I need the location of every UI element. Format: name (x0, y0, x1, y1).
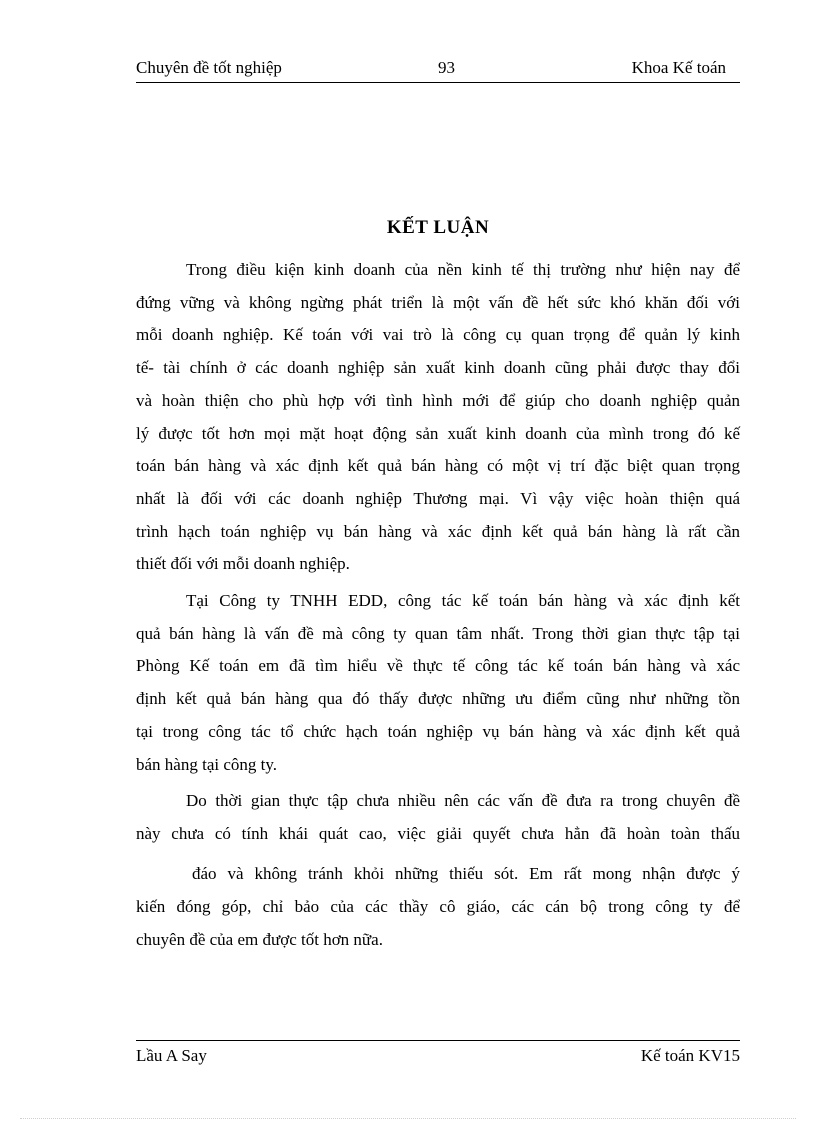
text-line: mỗi doanh nghiệp. Kế toán với vai trò là công cụ quan trọng để quản lý kinh (136, 325, 740, 345)
text-line: lý được tốt hơn mọi mặt hoạt động sản xuất kinh doanh của mình trong đó kế (136, 423, 740, 443)
text-line: này chưa có tính khái quát cao, việc giải quyết chưa hẳn đã hoàn toàn thấu (136, 823, 740, 843)
text-line: tế- tài chính ở các doanh nghiệp sản xuất kinh doanh cũng phải được thay đổi (136, 358, 740, 378)
text-line: định kết quả bán hàng qua đó thấy được những ưu điểm cũng như những tồn (136, 689, 740, 709)
footer-class: Kế toán KV15 (640, 1046, 740, 1065)
text-line: Phòng Kế toán em đã tìm hiểu về thực tế công tác kế toán bán hàng và xác (136, 656, 740, 676)
header-document-type: Chuyên đề tốt nghiệp (136, 58, 282, 77)
text-line: đáo và không tránh khỏi những thiếu sót. Em rất mong nhận được ý (192, 864, 740, 884)
text-line: nhất là đối với các doanh nghiệp Thương mại. Vì vậy việc hoàn thiện quá (136, 488, 740, 508)
text-line: bán hàng tại công ty. (136, 754, 277, 774)
paragraph-3 (136, 785, 740, 957)
paragraph-1 (136, 254, 740, 581)
text-line: và hoàn thiện cho phù hợp với tình hình mới để giúp cho doanh nghiệp quản (136, 390, 740, 410)
header-department: Khoa Kế toán (631, 58, 726, 77)
page-bottom-edge (20, 1118, 796, 1119)
text-line: thiết đối với mỗi doanh nghiệp. (136, 554, 350, 574)
text-line: quả bán hàng là vấn đề mà công ty quan tâm nhất. Trong thời gian thực tập tại (136, 623, 740, 643)
text-line: Do thời gian thực tập chưa nhiều nên các vấn đề đưa ra trong chuyên đề (186, 791, 740, 810)
paragraph-2 (136, 585, 740, 781)
text-line: chuyên đề của em được tốt hơn nữa. (136, 929, 383, 949)
section-title: KẾT LUẬN (386, 217, 490, 238)
text-line: đứng vững và không ngừng phát triển là một vấn đề hết sức khó khăn đối với (136, 292, 740, 312)
page-header (136, 58, 740, 83)
text-line: tại trong công tác tổ chức hạch toán nghiệp vụ bán hàng và xác định kết quả (136, 721, 740, 741)
text-line: toán bán hàng và xác định kết quả bán hàng có một vị trí đặc biệt quan trọng (136, 456, 740, 476)
page-number: 93 (438, 58, 455, 77)
text-line: kiến đóng góp, chỉ bảo của các thầy cô giáo, các cán bộ trong công ty để (136, 897, 740, 917)
text-line: Trong điều kiện kinh doanh của nền kinh tế thị trường như hiện nay để (186, 260, 740, 279)
text-line: Tại Công ty TNHH EDD, công tác kế toán bán hàng và xác định kết (186, 591, 740, 610)
text-line: trình hạch toán nghiệp vụ bán hàng và xác định kết quả bán hàng là rất cần (136, 521, 740, 541)
page-footer (136, 1040, 740, 1071)
footer-author: Lầu A Say (136, 1046, 207, 1065)
